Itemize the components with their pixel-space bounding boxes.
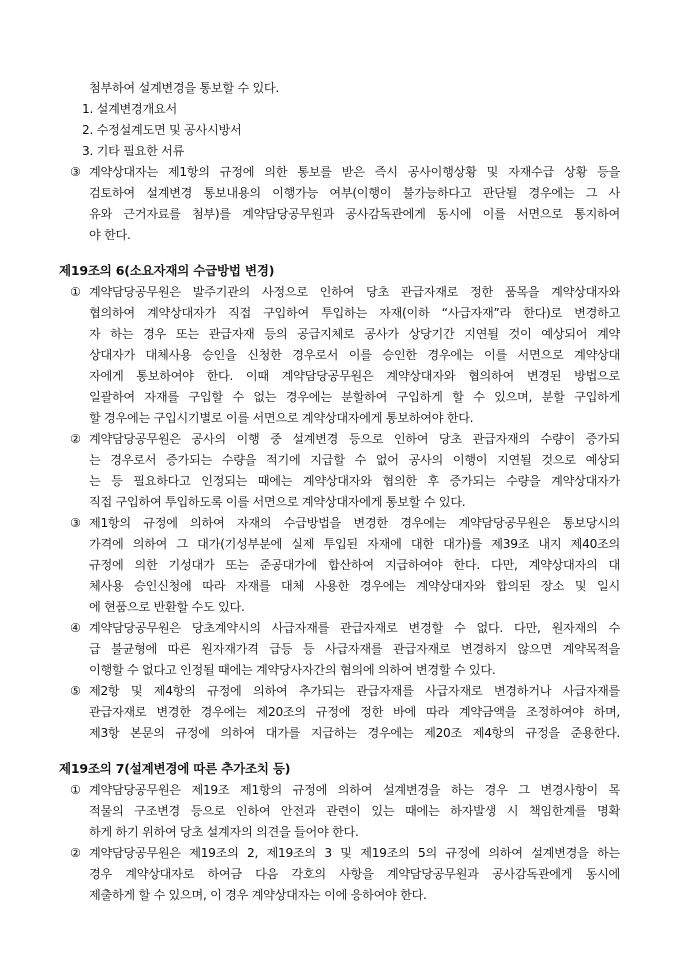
a6-p3-line-5: 에 현품으로 반환할 수도 있다. [89, 600, 245, 614]
a6-p1-line-6: 일괄하여 자재를 구입할 수 없는 경우에는 분할하여 구입하게 할 수 있으며, 분할 구입하게 [89, 390, 620, 404]
a6-p3-line-1: 제1항의 규정에 의하여 자재의 수급방법을 변경한 경우에는 계약담당공무원은 통보당시의 [89, 516, 620, 530]
a6-p1-line-2: 협의하여 계약상대자가 직접 구입하여 투입하는 자재(이하 “사급자재”라 한다)로 변경하고 [89, 306, 620, 320]
a6-p1-line-5: 자에게 통보하여야 한다. 이때 계약담당공무원은 계약상대자와 협의하여 변경된 방법으로 [89, 369, 620, 383]
a6-p4-line-3: 이행할 수 없다고 인정될 때에는 계약당사자간의 협의에 의하여 변경할 수 있다. [89, 663, 496, 677]
a6-p4-marker: ④ [70, 621, 81, 635]
a6-p2-line-3: 는 등 필요하다고 인정되는 때에는 계약상대자와 협의한 후 증가되는 수량을 계약상대자가 [89, 474, 620, 488]
a6-p3-line-4: 체사용 승인신청에 따라 자재를 대체 사용한 경우에는 계약상대자와 합의된 장소 및 일시 [89, 579, 620, 593]
a7-p2-line-1: 계약담당공무원은 제19조의 2, 제19조의 3 및 제19조의 5의 규정에 의하여 설계변경을 하는 [89, 846, 620, 860]
para3-line-2: 검토하여 설계변경 통보내용의 이행가능 여부(이행이 불가능하다고 판단될 경우에는 그 사 [89, 186, 620, 200]
a6-p5-marker: ⑤ [70, 684, 81, 698]
a6-p3-line-2: 가격에 의하여 그 대가(기성부분에 실제 투입된 자재에 대한 대가)를 제39조 내지 제40조의 [89, 537, 620, 551]
para3-marker: ③ [70, 165, 81, 179]
article7-title: 제19조의 7(설계변경에 따른 추가조치 등) [59, 761, 291, 776]
para3-line-1: 계약상대자는 제1항의 규정에 의한 통보를 받은 즉시 공사이행상황 및 자재수급 상황 등을 [89, 165, 620, 179]
list-item-1: 1. 설계변경개요서 [82, 102, 177, 116]
a7-p2-line-3: 제출하게 할 수 있으며, 이 경우 계약상대자는 이에 응하여야 한다. [89, 888, 427, 902]
a7-p2-line-2: 경우 계약상대자로 하여금 다음 각호의 사항을 계약담당공무원과 공사감독관에게 동시에 [89, 867, 620, 881]
intro-tail-line: 첨부하여 설계변경을 통보할 수 있다. [89, 81, 279, 95]
a6-p2-marker: ② [70, 432, 81, 446]
a6-p4-line-2: 급 불균형에 따른 원자재가격 급등 등 사급자재를 관급자재로 변경하지 않으면 계약목적을 [89, 642, 620, 656]
a6-p1-line-4: 상대자가 대체사용 승인을 신청한 경우로서 이를 승인한 경우에는 이를 서면으로 계약상대 [89, 348, 620, 362]
a6-p5-line-2: 관급자재로 변경한 경우에는 제20조의 규정에 정한 바에 따라 계약금액을 조정하여야 하며, [89, 705, 620, 719]
a6-p1-line-3: 자 하는 경우 또는 관급자재 등의 공급지체로 공사가 상당기간 지연될 것이 예상되어 계약 [89, 327, 620, 341]
list-item-3: 3. 기타 필요한 서류 [82, 144, 185, 158]
a6-p1-line-1: 계약담당공무원은 발주기관의 사정으로 인하여 당초 관급자재로 정한 품목을 계약상대자와 [89, 285, 620, 299]
a6-p2-line-4: 직접 구입하여 투입하도록 이를 서면으로 계약상대자에게 통보할 수 있다. [89, 495, 466, 509]
a6-p1-marker: ① [70, 285, 81, 299]
a7-p1-line-2: 적물의 구조변경 등으로 인하여 안전과 관련이 있는 때에는 하자발생 시 책임한계를 명확 [89, 804, 620, 818]
a6-p5-line-3: 제3항 본문의 규정에 의하여 대가를 지급하는 경우에는 제20조 제4항의 규정을 준용한다. [89, 726, 620, 740]
list-item-2: 2. 수정설계도면 및 공사시방서 [82, 123, 242, 137]
article6-title: 제19조의 6(소요자재의 수급방법 변경) [59, 263, 275, 278]
a7-p1-line-1: 계약담당공무원은 제19조 제1항의 규정에 의하여 설계변경을 하는 경우 그 변경사항이 목 [89, 783, 620, 797]
para3-line-4: 야 한다. [89, 228, 131, 242]
a6-p2-line-1: 계약담당공무원은 공사의 이행 중 설계변경 등으로 인하여 당초 관급자재의 수량이 증가되 [89, 432, 620, 446]
a7-p2-marker: ② [70, 846, 81, 860]
a6-p2-line-2: 는 경우로서 증가되는 수량을 적기에 지급할 수 없어 공사의 이행이 지연될 것으로 예상되 [89, 453, 620, 467]
a6-p5-line-1: 제2항 및 제4항의 규정에 의하여 추가되는 관급자재를 사급자재로 변경하거나 사급자재를 [89, 684, 620, 698]
a6-p1-line-7: 할 경우에는 구입시기별로 이를 서면으로 계약상대자에게 통보하여야 한다. [89, 411, 474, 425]
a7-p1-line-3: 하게 하기 위하여 당초 설계자의 의견을 들어야 한다. [89, 825, 359, 839]
para3-line-3: 유와 근거자료를 첨부)를 계약담당공무원과 공사감독관에게 동시에 이를 서면으로 통지하여 [89, 207, 620, 221]
a6-p3-line-3: 규정에 의한 기성대가 또는 준공대가에 합산하여 지급하여야 한다. 다만, 계약상대자의 대 [89, 558, 620, 572]
a6-p3-marker: ③ [70, 516, 81, 530]
a7-p1-marker: ① [70, 783, 81, 797]
a6-p4-line-1: 계약담당공무원은 당초계약시의 사급자재를 관급자재로 변경할 수 없다. 다만, 원자재의 수 [89, 621, 620, 635]
